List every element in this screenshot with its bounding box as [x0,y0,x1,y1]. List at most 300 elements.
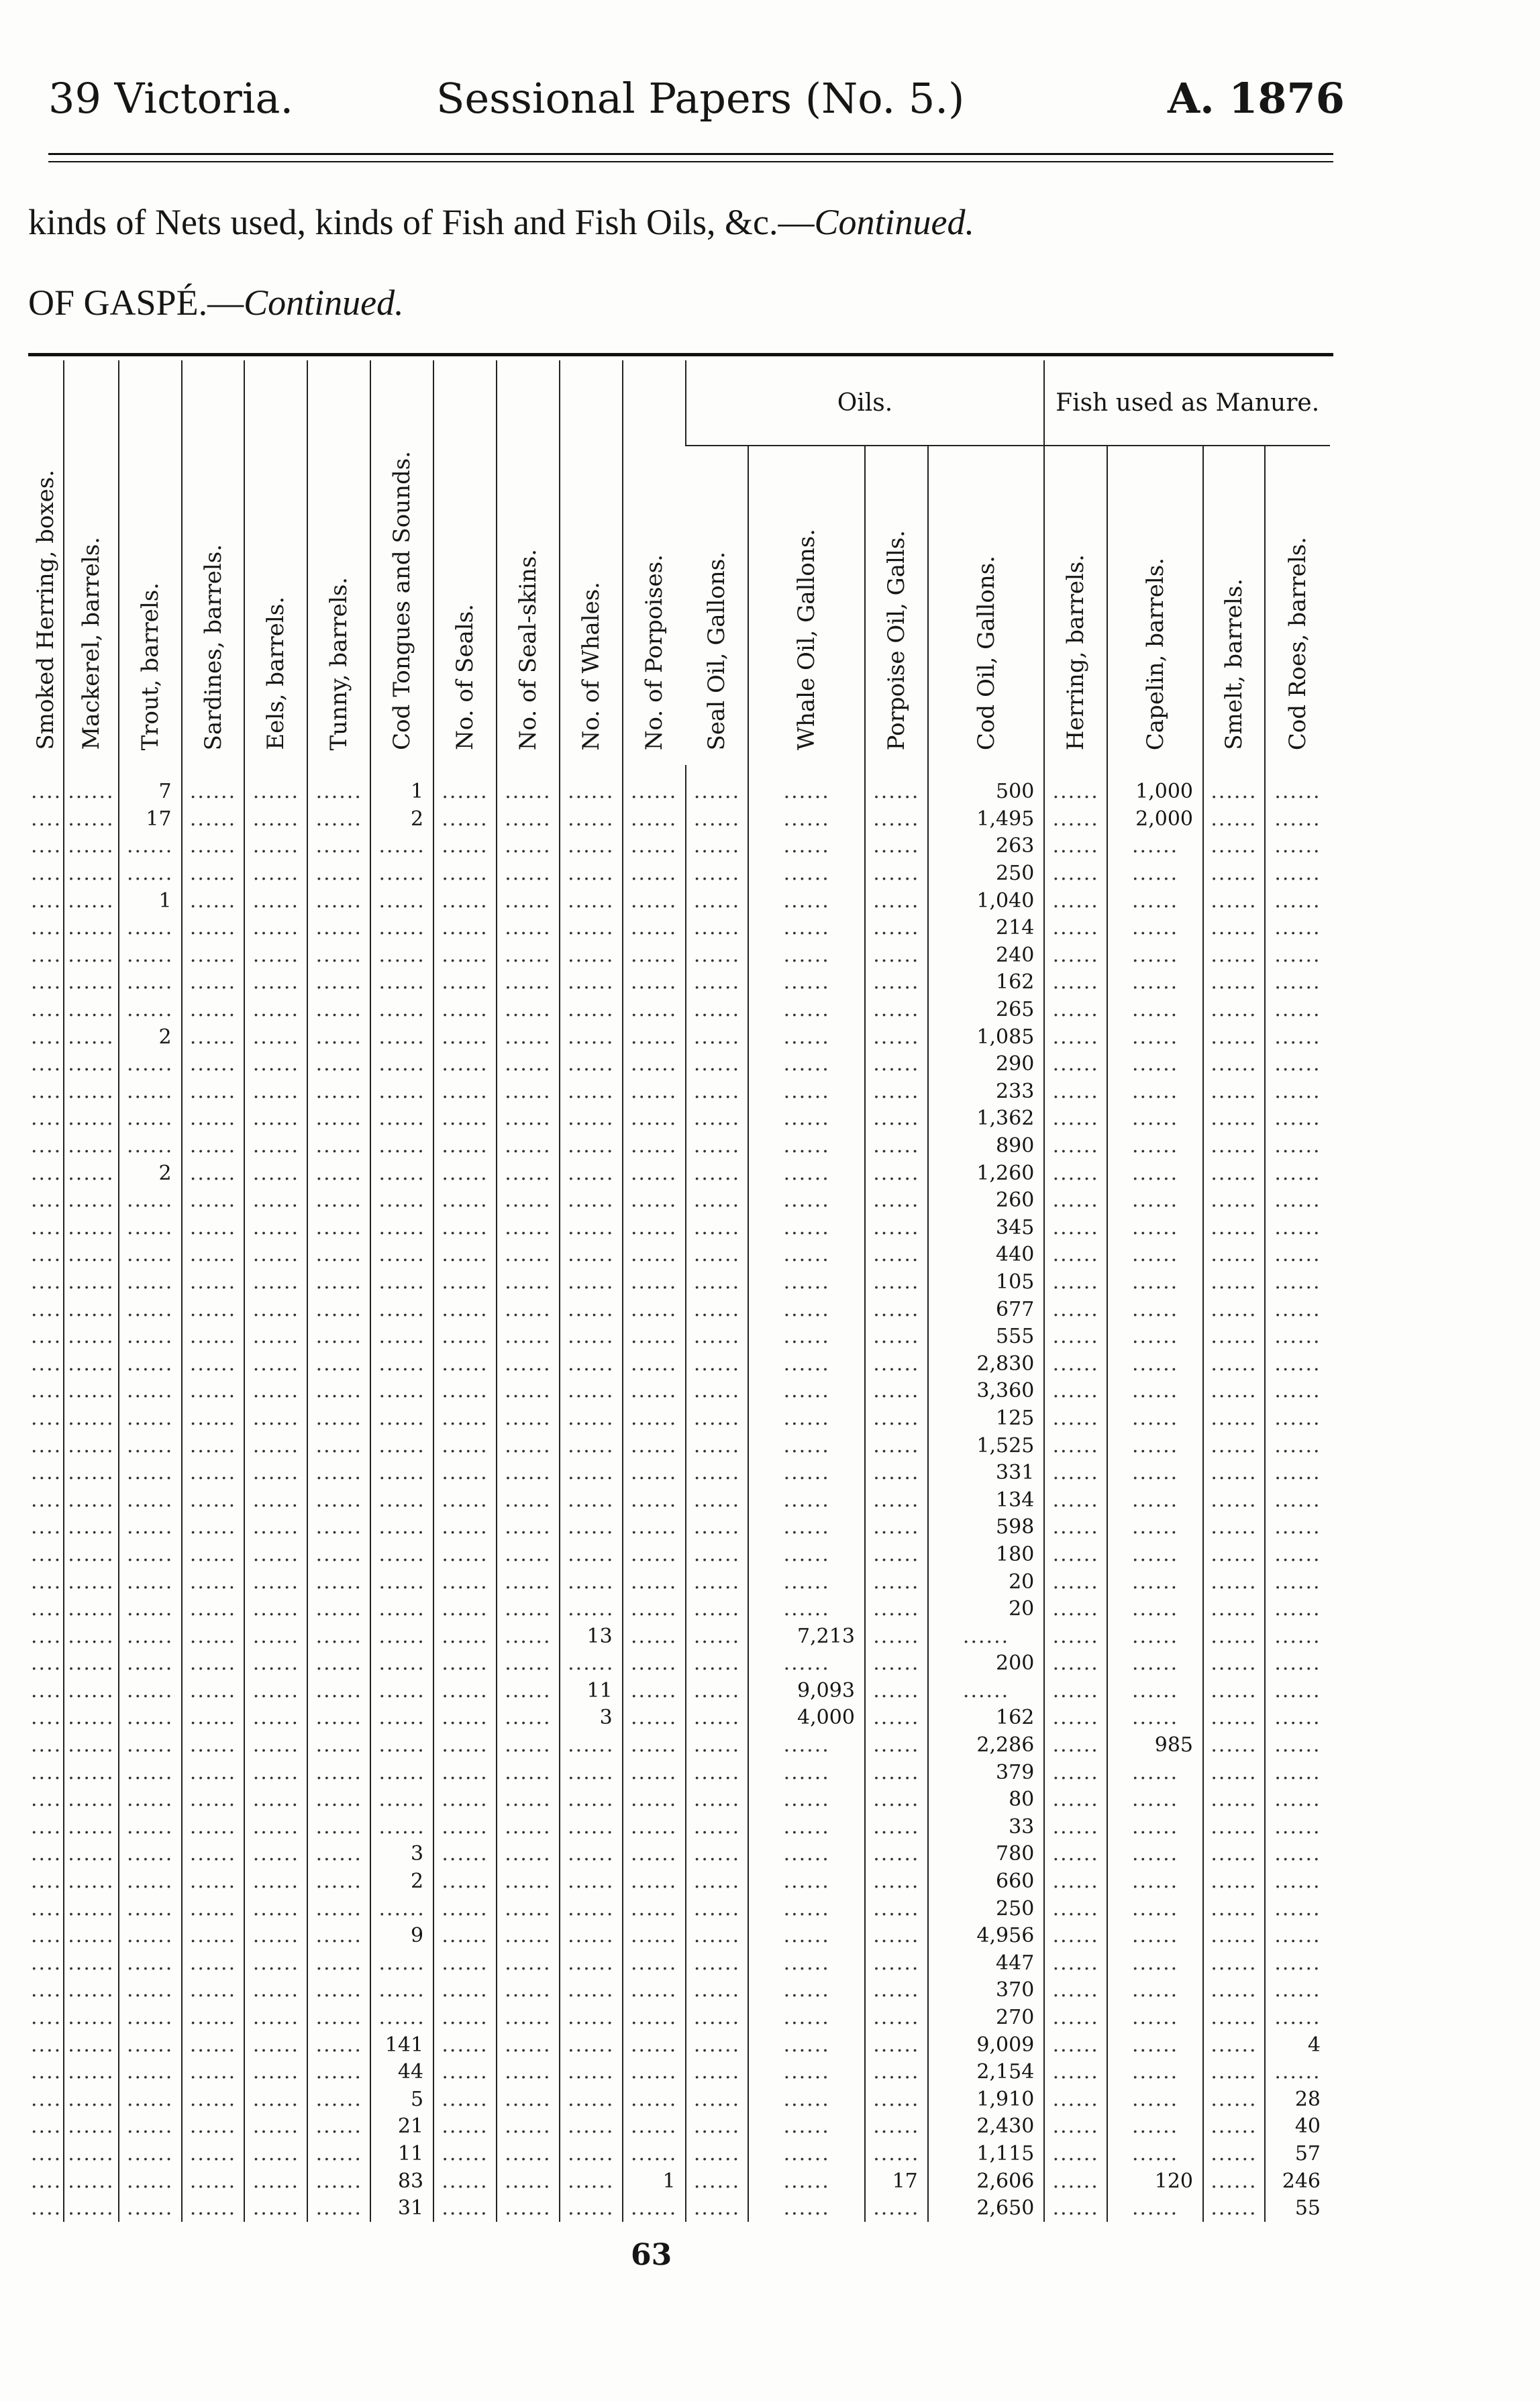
table-cell [28,1841,64,1868]
title-line-1 [28,201,974,243]
table-cell [1203,942,1265,970]
table-cell [1044,1923,1107,1950]
table-cell [497,1051,560,1078]
table-cell [1265,1105,1330,1133]
table-row [28,1405,1330,1433]
table-row [28,1023,1330,1051]
table-cell [307,1215,370,1242]
table-cell [560,833,623,860]
table-cell [182,1923,245,1950]
table-cell [433,1133,497,1160]
table-cell [623,2195,686,2223]
table-cell: 3,360 [928,1378,1045,1405]
table-cell [64,2059,119,2086]
table-cell [433,1841,497,1868]
table-cell [748,887,864,915]
table-cell [370,1786,433,1814]
table-row [28,1977,1330,2004]
table-cell [244,1241,307,1269]
table-cell [1203,806,1265,833]
table-cell [1107,833,1203,860]
table-row [28,1759,1330,1786]
table-cell [1107,1977,1203,2004]
table-cell [1107,1023,1203,1051]
table-cell [560,1432,623,1460]
table-cell [64,2031,119,2059]
table-cell [497,1486,560,1514]
table-cell [370,1514,433,1541]
table-cell [1044,1105,1107,1133]
table-cell [1107,942,1203,970]
table-cell [560,1596,623,1623]
table-cell: 214 [928,915,1045,942]
table-cell [686,1133,749,1160]
table-cell [370,969,433,997]
table-cell [748,969,864,997]
table-cell [1203,1704,1265,1732]
table-cell [686,969,749,997]
table-cell [370,1105,433,1133]
table-cell [119,1950,182,1978]
table-cell [244,1378,307,1405]
table-cell [560,1650,623,1678]
table-cell [686,1350,749,1378]
table-cell [1203,1895,1265,1923]
table-cell [865,1378,928,1405]
table-cell [686,2004,749,2032]
table-cell [686,2031,749,2059]
table-cell [686,1514,749,1541]
table-row [28,1541,1330,1569]
table-cell [623,806,686,833]
table-cell [1203,1350,1265,1378]
table-cell [1265,1704,1330,1732]
table-cell [1203,1596,1265,1623]
table-row [28,806,1330,833]
table-cell [433,2004,497,2032]
table-cell [497,1759,560,1786]
table-cell [865,2195,928,2223]
table-cell [119,1650,182,1678]
table-cell [307,1296,370,1323]
table-cell [1203,969,1265,997]
table-cell [307,833,370,860]
table-cell [64,1923,119,1950]
table-cell [1107,1759,1203,1786]
table-cell [1044,765,1107,806]
table-cell [560,1323,623,1351]
table-cell [64,1432,119,1460]
table-cell: 331 [928,1460,1045,1487]
table-cell [1203,1160,1265,1187]
table-cell [1107,1868,1203,1896]
table-cell [244,1568,307,1596]
table-cell: 263 [928,833,1045,860]
table-cell [623,942,686,970]
table-cell [686,1541,749,1569]
table-cell [497,1405,560,1433]
table-cell [623,1078,686,1106]
table-cell [560,887,623,915]
table-cell [686,1486,749,1514]
table-cell [560,1732,623,1759]
table-cell: 20 [928,1596,1045,1623]
table-cell [433,1678,497,1705]
table-row [28,1241,1330,1269]
table-cell [64,1187,119,1215]
table-cell [119,997,182,1024]
table-cell [497,1650,560,1678]
table-cell [748,1950,864,1978]
table-cell [1203,1759,1265,1786]
table-cell [433,1514,497,1541]
header-rule-2 [48,161,1333,162]
table-cell [64,997,119,1024]
table-cell [1107,1486,1203,1514]
table-cell [119,1405,182,1433]
table-cell [748,806,864,833]
table-cell [119,2195,182,2223]
table-cell [865,1732,928,1759]
table-cell [1107,1051,1203,1078]
table-cell [307,1460,370,1487]
table-cell [497,2086,560,2114]
table-cell [119,915,182,942]
table-cell [623,1868,686,1896]
table-cell [748,1215,864,1242]
table-cell [1203,1678,1265,1705]
table-cell [244,1868,307,1896]
table-cell [370,833,433,860]
table-cell [1107,969,1203,997]
table-cell [560,1350,623,1378]
table-cell [865,1650,928,1678]
table-cell [1107,1323,1203,1351]
table-cell [560,1786,623,1814]
table-cell [433,1759,497,1786]
table-cell [433,2167,497,2195]
table-cell [623,2059,686,2086]
table-cell [1044,1786,1107,1814]
table-cell: 141 [370,2031,433,2059]
table-cell [560,1895,623,1923]
table-cell [307,2195,370,2223]
table-cell: 260 [928,1187,1045,1215]
table-row [28,2141,1330,2168]
table-cell: 2,000 [1107,806,1203,833]
table-cell [370,915,433,942]
table-cell [623,2113,686,2141]
table-cell [686,1977,749,2004]
table-cell [865,1623,928,1650]
table-cell [64,2113,119,2141]
table-cell [1265,1814,1330,1841]
table-cell [1265,997,1330,1024]
table-cell [623,1460,686,1487]
table-row [28,1923,1330,1950]
table-cell [560,2113,623,2141]
table-cell [1265,1486,1330,1514]
table-cell [1203,2141,1265,2168]
table-cell [307,1269,370,1296]
table-row [28,2086,1330,2114]
col-tunny [307,360,370,765]
table-cell [865,1704,928,1732]
table-cell [1265,1759,1330,1786]
table-cell [1265,2059,1330,2086]
table-cell [244,860,307,888]
table-cell [182,1704,245,1732]
table-cell [433,860,497,888]
table-cell [433,1541,497,1569]
table-cell [497,1704,560,1732]
table-cell [64,1133,119,1160]
col-seal-oil [686,446,749,765]
table-cell: 1,000 [1107,765,1203,806]
table-cell [307,1704,370,1732]
table-cell [1107,1215,1203,1242]
table-cell [182,2113,245,2141]
table-cell [1044,2113,1107,2141]
table-cell [1107,1950,1203,1978]
table-cell [244,1486,307,1514]
table-cell [623,1432,686,1460]
table-cell [686,1623,749,1650]
table-cell [497,1814,560,1841]
table-cell [64,1269,119,1296]
table-cell [1203,1323,1265,1351]
table-cell: 40 [1265,2113,1330,2141]
table-cell: 7,213 [748,1623,864,1650]
table-cell: 1,495 [928,806,1045,833]
col-herring-manure [1044,446,1107,765]
table-cell [1203,2086,1265,2114]
table-cell [244,1460,307,1487]
table-row [28,2059,1330,2086]
table-cell: 125 [928,1405,1045,1433]
table-cell [244,1650,307,1678]
table-cell [28,2113,64,2141]
table-cell [433,833,497,860]
table-cell [1044,2031,1107,2059]
table-cell [1203,1923,1265,1950]
table-cell [1044,1187,1107,1215]
table-cell [865,1269,928,1296]
table-cell [119,1105,182,1133]
table-cell [182,1051,245,1078]
table-cell [1044,1950,1107,1978]
table-cell [119,1269,182,1296]
table-cell [64,1405,119,1433]
table-cell [182,1596,245,1623]
table-cell [64,806,119,833]
table-cell [748,2113,864,2141]
table-cell [182,1868,245,1896]
table-cell [370,2004,433,2032]
table-cell [1203,1568,1265,1596]
table-cell [307,1568,370,1596]
table-cell [370,1650,433,1678]
table-cell [119,1623,182,1650]
table-cell [182,1187,245,1215]
table-cell [686,1759,749,1786]
table-cell [497,1460,560,1487]
table-cell: 780 [928,1841,1045,1868]
table-cell [244,1051,307,1078]
table-cell: 44 [370,2059,433,2086]
table-cell [1203,1841,1265,1868]
table-cell [1107,1350,1203,1378]
table-cell [119,1051,182,1078]
table-cell [28,1650,64,1678]
table-cell [1203,2195,1265,2223]
table-cell [623,1923,686,1950]
table-cell [560,1977,623,2004]
table-cell [182,1460,245,1487]
table-cell [433,1596,497,1623]
table-cell [1107,1514,1203,1541]
table-row [28,1105,1330,1133]
table-cell [64,1514,119,1541]
table-cell [865,1786,928,1814]
table-cell [370,1078,433,1106]
table-cell [244,765,307,806]
table-cell [433,1023,497,1051]
table-cell [64,1350,119,1378]
table-cell [64,1323,119,1351]
table-cell [182,1133,245,1160]
table-row [28,765,1330,806]
table-cell [370,1432,433,1460]
table-cell: 162 [928,969,1045,997]
table-cell [28,887,64,915]
table-cell: 9,009 [928,2031,1045,2059]
table-cell [119,1241,182,1269]
table-cell [307,1432,370,1460]
table-cell: 2,830 [928,1350,1045,1378]
table-cell [244,915,307,942]
table-cell [865,1241,928,1269]
table-cell [1107,2141,1203,2168]
table-cell [433,1269,497,1296]
table-cell [1203,1432,1265,1460]
table-cell [1203,1133,1265,1160]
table-cell: 233 [928,1078,1045,1106]
table-cell [560,2059,623,2086]
table-cell [64,1977,119,2004]
table-cell [865,2004,928,2032]
table-cell [244,2167,307,2195]
table-cell [865,1215,928,1242]
table-cell [1107,1786,1203,1814]
table-cell [307,806,370,833]
table-cell [1044,1759,1107,1786]
col-porpoise-oil [865,446,928,765]
table-cell: 379 [928,1759,1045,1786]
table-cell [1265,1405,1330,1433]
table-cell [686,1732,749,1759]
table-cell [623,2031,686,2059]
table-cell: 246 [1265,2167,1330,2195]
table-cell [497,1541,560,1569]
table-cell [433,1241,497,1269]
col-cod-oil [928,446,1045,765]
col-cod-tongues [370,360,433,765]
table-cell [1044,2141,1107,2168]
table-cell [686,765,749,806]
table-cell [244,1269,307,1296]
table-cell [370,1732,433,1759]
table-cell [560,1814,623,1841]
table-cell [370,1895,433,1923]
table-cell [748,1023,864,1051]
table-cell [686,1241,749,1269]
table-cell [865,1460,928,1487]
table-cell [1044,915,1107,942]
table-cell [1203,887,1265,915]
table-cell [497,2167,560,2195]
table-cell [370,1623,433,1650]
table-cell [748,1786,864,1814]
table-cell [28,1078,64,1106]
table-cell [307,1051,370,1078]
table-cell: 7 [119,765,182,806]
table-cell [623,1187,686,1215]
table-cell [370,887,433,915]
table-cell: 1 [623,2167,686,2195]
table-cell [1107,1241,1203,1269]
table-cell [623,1051,686,1078]
table-row [28,1814,1330,1841]
table-cell [686,2086,749,2114]
table-cell [182,1541,245,1569]
table-cell [64,969,119,997]
table-cell [244,1732,307,1759]
table-cell: 500 [928,765,1045,806]
table-cell [244,1405,307,1433]
table-cell [182,1841,245,1868]
table-cell [1265,1596,1330,1623]
table-cell [119,1378,182,1405]
table-cell [307,1378,370,1405]
table-row [28,1568,1330,1596]
table-cell [560,997,623,1024]
table-cell [182,2167,245,2195]
table-cell [686,1378,749,1405]
table-cell [865,765,928,806]
table-cell [1203,1977,1265,2004]
table-cell [1265,969,1330,997]
table-cell [1107,1133,1203,1160]
table-cell: 2 [370,1868,433,1896]
table-cell [686,997,749,1024]
table-cell [623,2004,686,2032]
table-cell [307,915,370,942]
table-cell [307,1486,370,1514]
table-cell [307,765,370,806]
table-row [28,833,1330,860]
table-cell [623,2086,686,2114]
table-cell [1044,833,1107,860]
table-cell [433,2086,497,2114]
table-cell [686,2141,749,2168]
table-cell [1044,1460,1107,1487]
table-cell [1107,915,1203,942]
table-cell [623,1814,686,1841]
table-cell [433,1378,497,1405]
col-label: Eels, barrels. [262,597,290,750]
table-cell [244,1678,307,1705]
